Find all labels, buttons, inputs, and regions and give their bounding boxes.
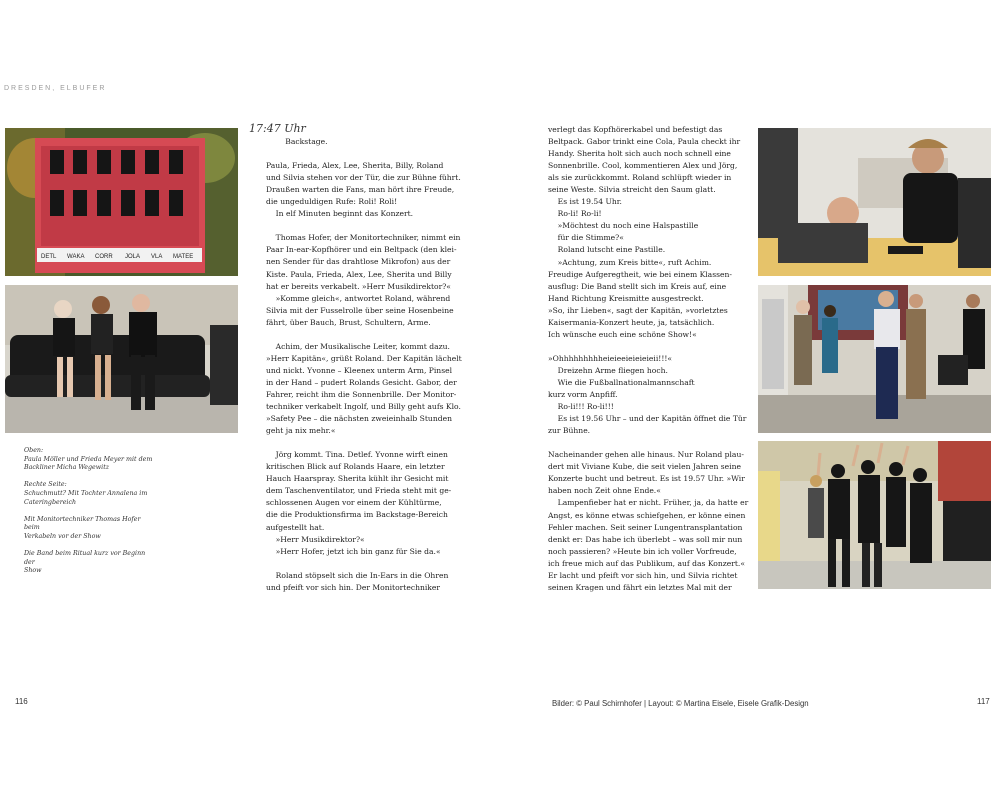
text-line: Draußen warten die Fans, man hört ihre Freude,	[266, 185, 455, 195]
caption-line: Backliner Micha Wegewitz	[24, 464, 110, 472]
text-line: Ro-li! Ro-li!	[548, 209, 602, 219]
text-line: und Silvia stehen vor der Tür, die zur Bühne führt.	[266, 173, 461, 183]
text-line: Angst, es könne etwas schiefgehen, er könne einen	[548, 510, 746, 520]
text-line: Fehler machen. Seit seiner Lungentransplantation	[548, 522, 743, 532]
page-number-right: 117	[977, 697, 990, 706]
text-line: noch passieren? »Heute bin ich voller Vorfreude,	[548, 546, 737, 556]
catering-image	[758, 128, 991, 276]
text-line	[266, 437, 462, 449]
photo-beltpacks	[5, 128, 238, 276]
text-line: Nacheinander gehen alle hinaus. Nur Roland plau-	[548, 450, 744, 460]
sofa-image	[5, 285, 238, 433]
text-line: Kaisermania-Konzert heute, ja, tatsächlich.	[548, 317, 715, 327]
text-line: denkt er: Das habe ich überlebt – was soll mir nun	[548, 534, 743, 544]
text-line: ich freue mich auf das Publikum, auf das Konzert.«	[548, 558, 745, 568]
text-line: Dreizehn Arme fliegen hoch.	[548, 365, 668, 375]
photo-band-ritual	[758, 441, 991, 589]
caption-line: Paula Möller und Frieda Meyer mit dem	[24, 455, 153, 463]
text-line: Sonnenbrille. Cool, kommentieren Alex und Jörg,	[548, 161, 738, 171]
text-line: »Achtung, zum Kreis bitte«, ruft Achim.	[548, 257, 712, 267]
monitor-tech-image	[758, 285, 991, 433]
text-line: und pfeift vor sich hin. Der Monitortechniker	[266, 582, 441, 592]
text-line: Lampenfieber hat er nicht. Früher, ja, da hatte er	[548, 498, 749, 508]
text-line: »Ohhhhhhhhheieieeieieieieii!!!«	[548, 353, 673, 363]
caption-line: Show	[24, 567, 42, 575]
text-line: für die Stimme?«	[548, 233, 624, 243]
caption-line: Oben:	[24, 447, 44, 454]
text-line: In elf Minuten beginnt das Konzert.	[266, 209, 414, 219]
text-line: kritischen Blick auf Rolands Haare, ein letzter	[266, 462, 445, 472]
text-line	[548, 437, 748, 449]
caption-line: Cateringbereich	[24, 498, 77, 506]
text-line: »Komme gleich«, antwortet Roland, während	[266, 293, 451, 303]
case-label-2: WAKA	[67, 254, 85, 260]
text-line: kurz vorm Anpfiff.	[548, 390, 618, 400]
photo-credits: Bilder: © Paul Schirnhofer | Layout: © Martina Eisele, Eisele Grafik-Design	[552, 699, 809, 708]
text-line: »Herr Kapitän«, grüßt Roland. Der Kapitän lächelt	[266, 353, 462, 363]
text-line: Jörg kommt. Tina. Detlef. Yvonne wirft einen	[266, 450, 448, 460]
caption-block	[24, 447, 154, 576]
caption-line: Schuchmutt? Mit Tochter Annalena im	[24, 489, 148, 497]
text-line: Thomas Hofer, der Monitortechniker, nimmt ein	[266, 233, 461, 243]
handwritten-time: 17:47 Uhr	[249, 122, 306, 135]
text-line: Ro-li!!! Ro-li!!!	[548, 402, 614, 412]
text-line: Roland stöpselt sich die In-Ears in die Ohren	[266, 570, 449, 580]
text-line	[266, 558, 462, 570]
text-line: Fahrer, reicht ihm die Sonnenbrille. Der Monitor-	[266, 389, 457, 399]
text-line: Konzerte bucht und betreut. Es ist 19.57 Uhr. »Wir	[548, 474, 745, 484]
photo-catering	[758, 128, 991, 276]
text-line: »Möchtest du noch eine Halspastille	[548, 221, 699, 231]
text-line: techniker verkabelt Ingolf, und Billy geht aufs Klo.	[266, 402, 461, 412]
text-line: Hand Richtung Kreismitte ausgestreckt.	[548, 293, 704, 303]
page-number-left: 116	[15, 697, 28, 706]
case-label-6: MATEE	[173, 254, 194, 260]
text-line: dert mit Viviane Kube, die seit vielen Jahren seine	[548, 462, 741, 472]
text-line: Paula, Frieda, Alex, Lee, Sherita, Billy, Roland	[266, 161, 444, 171]
text-line: Kiste. Paula, Frieda, Alex, Lee, Sherita und Billy	[266, 269, 452, 279]
photo-sofa	[5, 285, 238, 433]
text-line: Wie die Fußballnationalmannschaft	[548, 377, 695, 387]
caption-line: Die Band beim Ritual kurz vor Beginn der	[24, 550, 146, 566]
text-line: und nickt. Yvonne – Kleenex unterm Arm, Pinsel	[266, 365, 453, 375]
text-line: ausflug: Die Band stellt sich im Kreis auf, eine	[548, 281, 727, 291]
text-line: die die Produktionsfirma im Backstage-Bereich	[266, 510, 448, 520]
text-line: Backstage.	[266, 137, 328, 146]
text-line: Es ist 19.56 Uhr – und der Kapitän öffnet die Tür	[548, 414, 747, 424]
running-header: DRESDEN, ELBUFER	[4, 85, 107, 92]
text-column-left	[266, 136, 462, 594]
text-line: Achim, der Musikalische Leiter, kommt dazu.	[266, 341, 450, 351]
text-line: Er lacht und pfeift vor sich hin, und Silvia richtet	[548, 570, 738, 580]
text-line: Silvia mit der Fusselrolle über seine Hosenbeine	[266, 305, 454, 315]
text-line: in der Hand – pudert Rolands Gesicht. Gabor, der	[266, 377, 457, 387]
text-line: geht ja nix mehr.«	[266, 426, 336, 436]
caption-line: Mit Monitortechniker Thomas Hofer beim	[24, 515, 141, 532]
text-line: »Herr Hofer, jetzt ich bin ganz für Sie da.«	[266, 546, 441, 556]
text-line: seine Weste. Silvia streicht den Saum glatt.	[548, 185, 716, 195]
text-line: aufgestellt hat.	[266, 522, 325, 532]
text-line: haben noch Zeit ohne Ende.«	[548, 486, 661, 496]
text-line: schlossenen Augen vor einem der Kühltürme,	[266, 498, 442, 508]
text-line: seinen Kragen und fährt ein letztes Mal mit der	[548, 582, 732, 592]
text-line	[266, 148, 462, 160]
text-line: Hauch Haarspray. Sherita kühlt ihr Gesicht mit	[266, 474, 449, 484]
photo-monitor-tech	[758, 285, 991, 433]
text-line	[266, 220, 462, 232]
band-ritual-image	[758, 441, 991, 589]
beltpacks-image	[5, 128, 238, 276]
caption-line: Verkabeln vor der Show	[24, 532, 101, 540]
text-line	[548, 341, 748, 353]
text-line: Handy. Sherita holt sich auch noch schnell eine	[548, 149, 731, 159]
text-line: »So, ihr Lieben«, sagt der Kapitän, »vorletztes	[548, 305, 728, 315]
text-line: die ungeduldigen Rufe: Roli! Roli!	[266, 197, 398, 207]
text-line: Paar In-ear-Kopfhörer und ein Beltpack (den klei-	[266, 245, 457, 255]
text-line: fährt, über Bauch, Brust, Schultern, Arme.	[266, 317, 431, 327]
text-line: nen Sender für das drahtlose Mikrofon) aus der	[266, 257, 451, 267]
case-label-3: CORR	[95, 254, 113, 260]
case-label-5: VLA	[151, 254, 163, 260]
case-label-1: DETL	[41, 254, 57, 260]
case-label-4: JOLA	[125, 254, 141, 260]
text-line: Beltpack. Gabor trinkt eine Cola, Paula checkt ihr	[548, 137, 741, 147]
text-line: verlegt das Kopfhörerkabel und befestigt das	[548, 125, 723, 134]
text-line: »Safety Pee – die nächsten zweieinhalb Stunden	[266, 414, 452, 424]
text-line: hat er bereits verkabelt. »Herr Musikdirektor?«	[266, 281, 451, 291]
text-line: dem Taschenventilator, und Frieda steht mit ge-	[266, 486, 452, 496]
text-line: zur Bühne.	[548, 426, 591, 436]
text-line: Es ist 19.54 Uhr.	[548, 197, 622, 207]
text-column-right	[548, 124, 748, 594]
text-line: Roland lutscht eine Pastille.	[548, 245, 666, 255]
caption-line: Rechte Seite:	[24, 481, 67, 489]
text-line: als sie zurückkommt. Roland schlüpft wieder in	[548, 173, 732, 183]
text-line: Freudige Aufgeregtheit, wie bei einem Klassen-	[548, 269, 732, 279]
text-line	[266, 329, 462, 341]
text-line: Ich wünsche euch eine schöne Show!«	[548, 329, 697, 339]
text-line: »Herr Musikdirektor?«	[266, 534, 365, 544]
